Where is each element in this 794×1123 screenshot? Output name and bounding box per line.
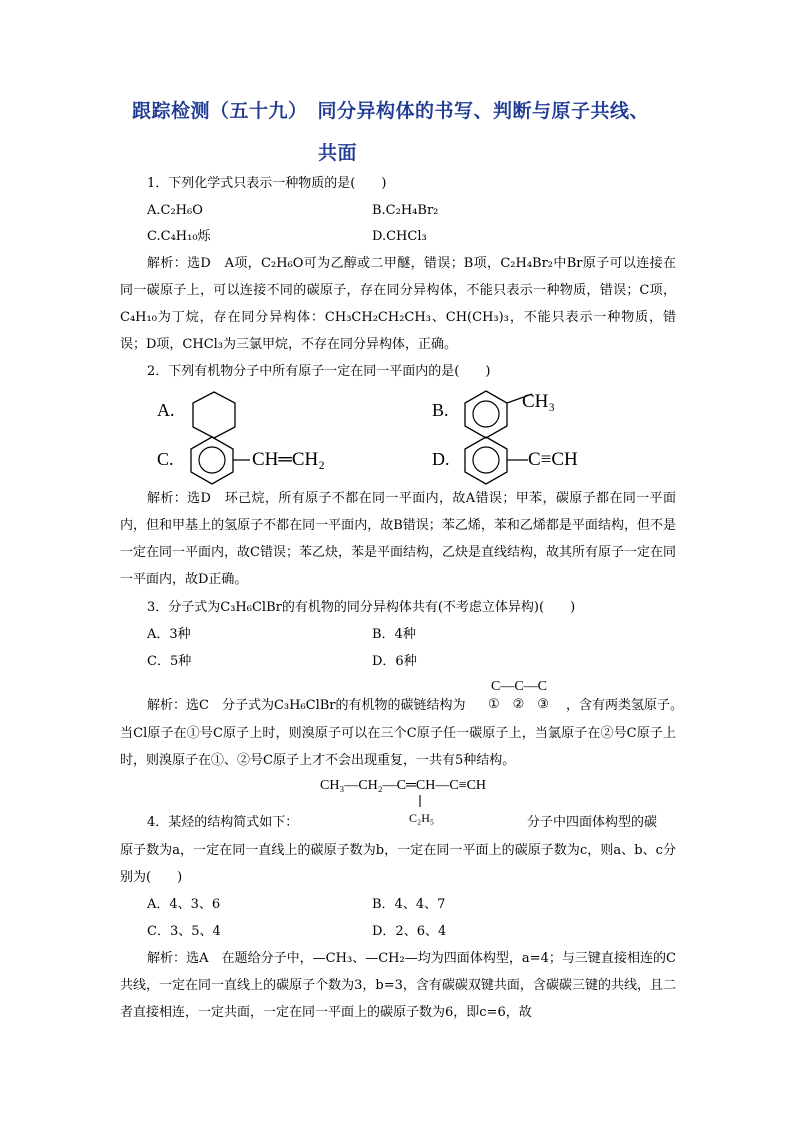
- q1-option-d: D.CHCl₃: [372, 229, 427, 244]
- q2-option-c-substituent: CH═CH₂: [252, 449, 325, 470]
- page-title-continued: 共面: [318, 142, 358, 164]
- q2-option-b-label: B.: [432, 400, 449, 420]
- q1-option-b: B.C₂H₄Br₂: [372, 203, 439, 218]
- question-1-stem: 1．下列化学式只表示一种物质的是( ): [147, 176, 387, 191]
- cyclohexane-structure: [188, 390, 240, 440]
- q2-option-b-substituent: CH₃: [522, 391, 556, 412]
- q4-option-a: A．4、3、6: [147, 897, 221, 912]
- q4-option-d: D．2、6、4: [372, 924, 447, 939]
- q2-analysis: 解析：选D 环己烷，所有原子不都在同一平面内，故A错误；甲苯，碳原子都在同一平面内，但和甲基上的氢原子不都在同一平面内，故B错误；苯乙烯，苯和乙烯都是平面结构，但不是一定在同一平面内，故C错误；苯乙炔，苯是平面结构，乙炔是直线结构，故其所有原子一定在同一平面内，故D正确。: [120, 491, 676, 587]
- q3-analysis-lead: 解析：选C 分子式为C₃H₆ClBr的有机物的碳链结构为: [147, 698, 466, 713]
- q2-option-a-label: A.: [157, 400, 175, 420]
- q3-option-d: D．6种: [372, 654, 417, 669]
- q2-option-c-label: C.: [157, 449, 174, 469]
- q3-carbon-positions: ① ② ③: [488, 697, 549, 712]
- q2-option-d-substituent: C≡CH: [528, 449, 578, 470]
- q1-analysis: 解析：选D A项，C₂H₆O可为乙醇或二甲醚，错误；B项，C₂H₄Br₂中Br原子可以连接在同一碳原子上，可以连接不同的碳原子，存在同分异构体，不能只表示一种物质，错误；C项，C₄H₁₀为丁烷，存在同分异构体：CH₃CH₂CH₂CH₃、CH(CH₃)₃，不能只表示一种物质，错误；D项，CHCl₃为三氯甲烷，不存在同分异构体，正确。: [120, 256, 676, 352]
- q1-option-c: C.C₄H₁₀烁: [147, 229, 211, 244]
- q4-option-b: B．4、4、7: [372, 897, 446, 912]
- page-title: 跟踪检测（五十九） 同分异构体的书写、判断与原子共线、: [132, 100, 650, 122]
- q4-analysis: 解析：选A 在题给分子中，—CH₃、—CH₂—均为四面体构型，a=4；与三键直接相连的C共线，一定在同一直线上的碳原子个数为3，b=3，含有碳碳双键共面，含碳碳三键的共线，且二者直接相连，一定共面，一定在同一平面上的碳原子数为6，即c=6，故: [120, 951, 676, 1020]
- q1-option-a: A.C₂H₆O: [147, 203, 203, 218]
- question-4-stem: 原子数为a，一定在同一直线上的碳原子数为b，一定在同一平面上的碳原子数为c，则a、b、c分别为( ): [120, 843, 676, 885]
- q3-carbon-chain: C—C—C: [491, 679, 548, 694]
- styrene-structure: [188, 434, 250, 486]
- question-2-stem: 2．下列有机物分子中所有原子一定在同一平面内的是( ): [147, 364, 491, 379]
- question-4-stem-mid: 分子中四面体构型的碳: [527, 815, 658, 830]
- q4-branch-bond: [416, 794, 424, 808]
- q3-analysis-tail: ，含有两类氢原子。: [566, 698, 684, 713]
- q4-structure-branch: C₂H₅: [409, 811, 435, 825]
- question-4-stem-lead: 4．某烃的结构简式如下：: [147, 815, 299, 830]
- q4-option-c: C．3、5、4: [147, 924, 221, 939]
- q2-option-d-label: D.: [432, 449, 450, 469]
- q3-option-b: B．4种: [372, 627, 416, 642]
- q3-analysis: 当Cl原子在①号C原子上时，则溴原子可以在三个C原子任一碳原子上，当氯原子在②号C原子上时，则溴原子在①、②号C原子上才不会出现重复，一共有5种结构。: [120, 726, 676, 768]
- phenylacetylene-structure: [462, 434, 528, 486]
- q3-option-a: A．3种: [147, 627, 191, 642]
- q3-option-c: C．5种: [147, 654, 192, 669]
- q4-structure-main: CH₃—CH₂—C═CH—C≡CH: [320, 778, 487, 793]
- question-3-stem: 3．分子式为C₃H₆ClBr的有机物的同分异构体共有(不考虑立体异构)( ): [147, 600, 576, 615]
